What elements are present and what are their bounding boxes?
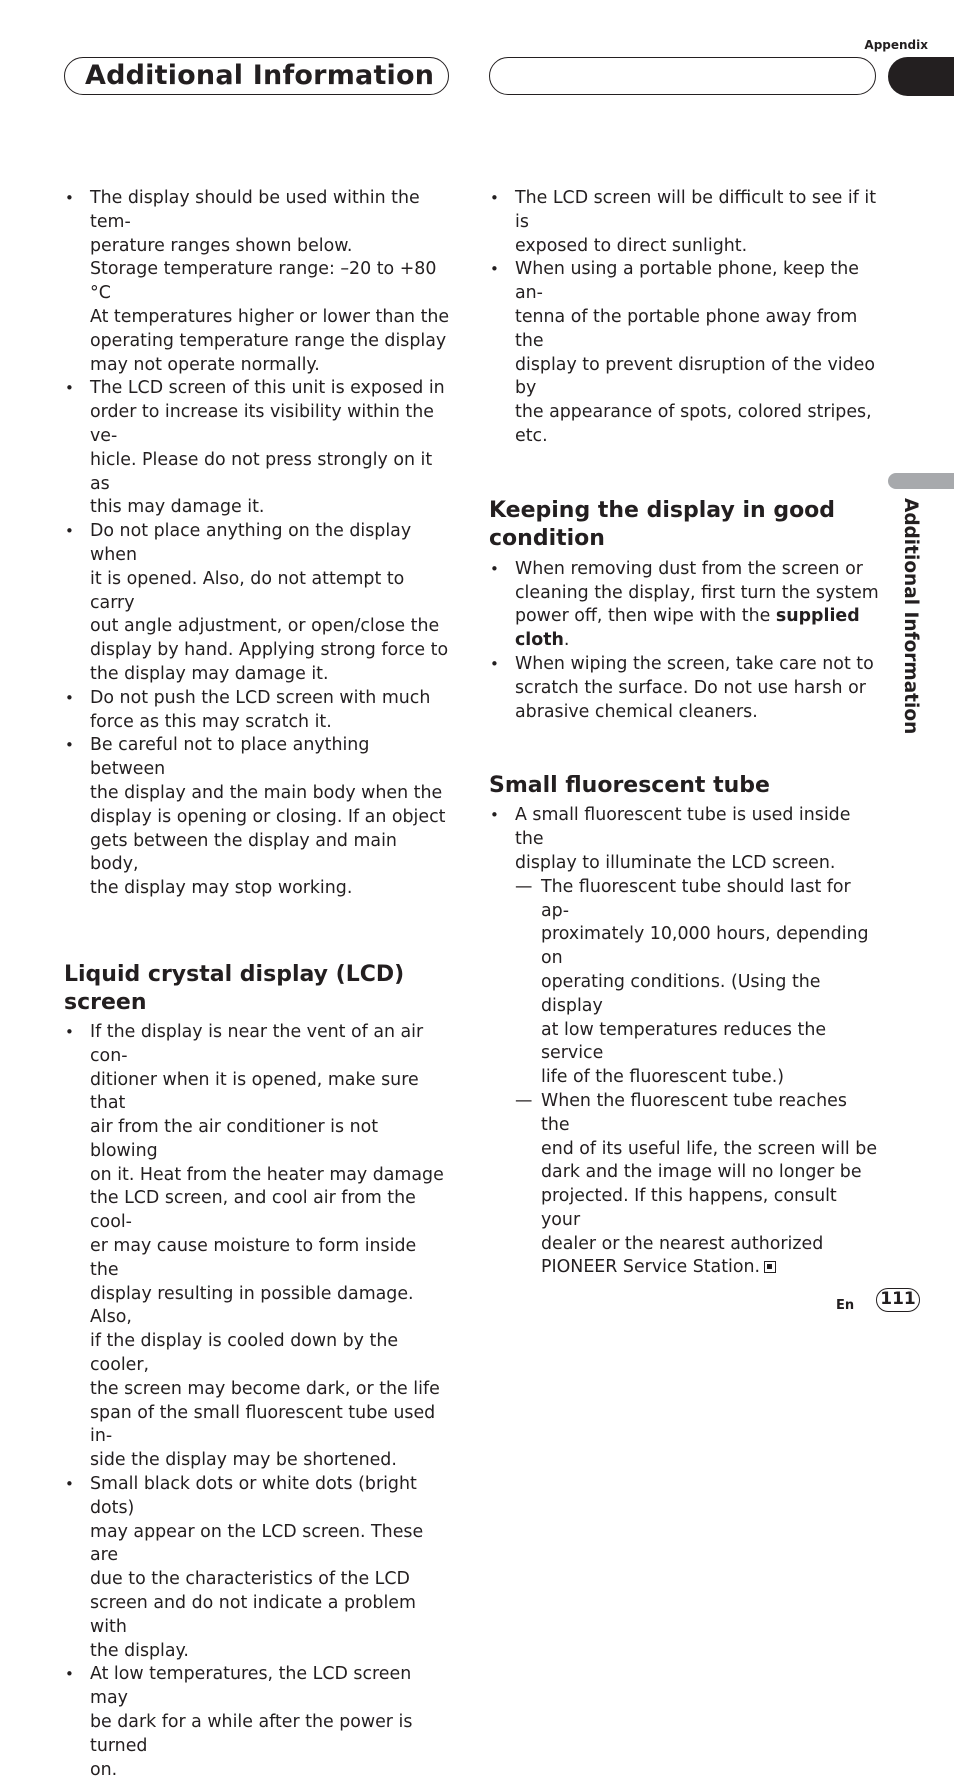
end-of-section-icon — [764, 1261, 776, 1273]
text-line: operating temperature range the display — [90, 330, 447, 351]
right-bullet-1 — [489, 187, 879, 258]
header-tab-marker — [888, 57, 954, 96]
text-line: abrasive chemical cleaners. — [515, 701, 758, 722]
text-line: display resulting in possible damage. Also, — [90, 1283, 414, 1328]
left-bullet-2 — [64, 377, 450, 520]
section-title-box — [64, 57, 449, 95]
text-line: on. — [90, 1759, 118, 1780]
text-line: display by hand. Applying strong force to — [90, 640, 449, 661]
text-line: the screen may become dark, or the life — [90, 1378, 440, 1399]
text-line: PIONEER Service Station. — [541, 1257, 761, 1278]
text-line: on it. Heat from the heater may damage — [90, 1164, 444, 1185]
text-line: If the display is near the vent of an air con- — [90, 1021, 424, 1066]
text-line: The LCD screen will be difficult to see if it is — [515, 188, 877, 232]
tube-bullet-list — [489, 804, 879, 1280]
tube-bullet — [489, 804, 879, 1280]
text-line: etc. — [515, 425, 548, 446]
appendix-label: Appendix — [864, 38, 928, 52]
text-line: Small black dots or white dots (bright dots) — [90, 1474, 417, 1518]
text-line: perature ranges shown below. — [90, 235, 353, 256]
text-line: the display may damage it. — [90, 663, 329, 684]
bullet-line: cleaning the display, first turn the system — [515, 582, 879, 603]
text-line: it is opened. Also, do not attempt to carry — [90, 568, 405, 613]
bullet-line: A small fluorescent tube is used inside the — [515, 805, 851, 850]
text-line: Do not place anything on the display when — [90, 521, 412, 565]
text-line: if the display is cooled down by the cooler, — [90, 1331, 399, 1376]
right-column — [489, 187, 879, 1280]
tube-section-heading: Small fluorescent tube — [489, 773, 770, 799]
lcd-bullet-1 — [64, 1021, 450, 1473]
right-bullet-list — [489, 187, 879, 449]
text-line: order to increase its visibility within the ve- — [90, 402, 434, 446]
text-line: projected. If this happens, consult your — [541, 1186, 837, 1230]
text-line: er may cause moisture to form inside the — [90, 1236, 417, 1280]
text-line: side the display may be shortened. — [90, 1450, 397, 1471]
text-line: dark and the image will no longer be — [541, 1162, 862, 1183]
text-line: at low temperatures reduces the service — [541, 1019, 827, 1064]
left-bullet-3 — [64, 520, 450, 687]
dash-mark: — — [515, 1090, 533, 1111]
text-line: due to the characteristics of the LCD — [90, 1569, 410, 1590]
text-line: the appearance of spots, colored stripes, — [515, 402, 872, 423]
bullet-line: display to illuminate the LCD screen. — [515, 852, 836, 873]
dash-text — [541, 876, 879, 1090]
text-line: When the fluorescent tube reaches the — [541, 1090, 847, 1135]
keeping-heading-line1: Keeping the display in good — [489, 497, 836, 523]
page-number: 111 — [876, 1288, 920, 1312]
text-line: The fluorescent tube should last for ap- — [541, 876, 851, 921]
text-line: be dark for a while after the power is turned — [90, 1712, 413, 1756]
text-line: the display and the main body when the — [90, 782, 443, 803]
bullet-line: When removing dust from the screen or — [515, 558, 863, 579]
side-section-label: Additional Information — [900, 498, 921, 735]
text-line: span of the small fluorescent tube used in- — [90, 1402, 436, 1447]
text-line: gets between the display and main body, — [90, 830, 397, 875]
right-bullet-2 — [489, 258, 879, 448]
supplied-cloth-emphasis-cont: cloth — [515, 630, 564, 651]
text-line: When wiping the screen, take care not to — [515, 653, 874, 674]
keeping-section-heading — [489, 497, 879, 553]
keeping-bullet-list — [489, 558, 879, 725]
keeping-bullet-wiping — [489, 653, 879, 724]
lcd-bullet-list — [64, 1021, 450, 1782]
text-line: may appear on the LCD screen. These are — [90, 1521, 424, 1566]
left-bullet-5 — [64, 734, 450, 901]
header-empty-box — [489, 57, 876, 95]
text-line: operating conditions. (Using the display — [541, 971, 821, 1016]
keeping-bullet-dusting — [489, 558, 879, 653]
sentence-end: . — [563, 630, 570, 651]
text-line: air from the air conditioner is not blowing — [90, 1117, 379, 1161]
text-line: hicle. Please do not press strongly on it as — [90, 449, 433, 494]
text-line: dealer or the nearest authorized — [541, 1233, 824, 1254]
text-line: display is opening or closing. If an object — [90, 806, 446, 827]
text-line: At temperatures higher or lower than the — [90, 306, 450, 327]
lcd-bullet-2 — [64, 1473, 450, 1663]
text-line: tenna of the portable phone away from the — [515, 306, 858, 351]
text-line: The display should be used within the tem- — [90, 188, 420, 232]
lcd-section-heading: Liquid crystal display (LCD) screen — [64, 961, 405, 1015]
text-line: proximately 10,000 hours, depending on — [541, 924, 869, 969]
language-label: En — [836, 1298, 855, 1313]
supplied-cloth-emphasis: supplied — [775, 606, 860, 627]
page-title: Additional Information — [85, 60, 435, 91]
left-bullet-1 — [64, 187, 450, 377]
text-line: Be careful not to place anything between — [90, 735, 370, 780]
left-bullet-list — [64, 187, 450, 901]
text-line: ditioner when it is opened, make sure that — [90, 1069, 419, 1114]
text-line: exposed to direct sunlight. — [515, 235, 748, 256]
text-line: display to prevent disruption of the video by — [515, 354, 875, 399]
text-line: life of the fluorescent tube.) — [541, 1067, 785, 1088]
text-line: The LCD screen of this unit is exposed in — [90, 378, 445, 399]
text-line: may not operate normally. — [90, 354, 320, 375]
text-line: screen and do not indicate a problem with — [90, 1593, 416, 1637]
left-column — [64, 187, 450, 1782]
text-line: the display may stop working. — [90, 878, 353, 899]
tube-dash-item-end-of-life — [515, 1090, 879, 1280]
left-bullet-4 — [64, 687, 450, 735]
text-line: Do not push the LCD screen with much — [90, 687, 431, 708]
text-line: end of its useful life, the screen will be — [541, 1138, 878, 1159]
text-line: this may damage it. — [90, 497, 265, 518]
keeping-heading-line2: condition — [489, 525, 605, 551]
text-line: At low temperatures, the LCD screen may — [90, 1664, 412, 1709]
text-line: Storage temperature range: –20 to +80 °C — [90, 259, 437, 304]
text-line: the LCD screen, and cool air from the cool- — [90, 1188, 416, 1233]
text-line: out angle adjustment, or open/close the — [90, 616, 440, 637]
dash-text — [541, 1090, 879, 1280]
text-line: When using a portable phone, keep the an- — [515, 259, 859, 304]
side-tab-marker — [888, 473, 954, 489]
lcd-bullet-3 — [64, 1663, 450, 1782]
tube-dash-item-lifespan — [515, 876, 879, 1090]
dash-mark: — — [515, 876, 533, 897]
text-line: force as this may scratch it. — [90, 711, 332, 732]
text-line: scratch the surface. Do not use harsh or — [515, 677, 866, 698]
bullet-line: power off, then wipe with the — [515, 606, 776, 627]
text-line: the display. — [90, 1640, 189, 1661]
